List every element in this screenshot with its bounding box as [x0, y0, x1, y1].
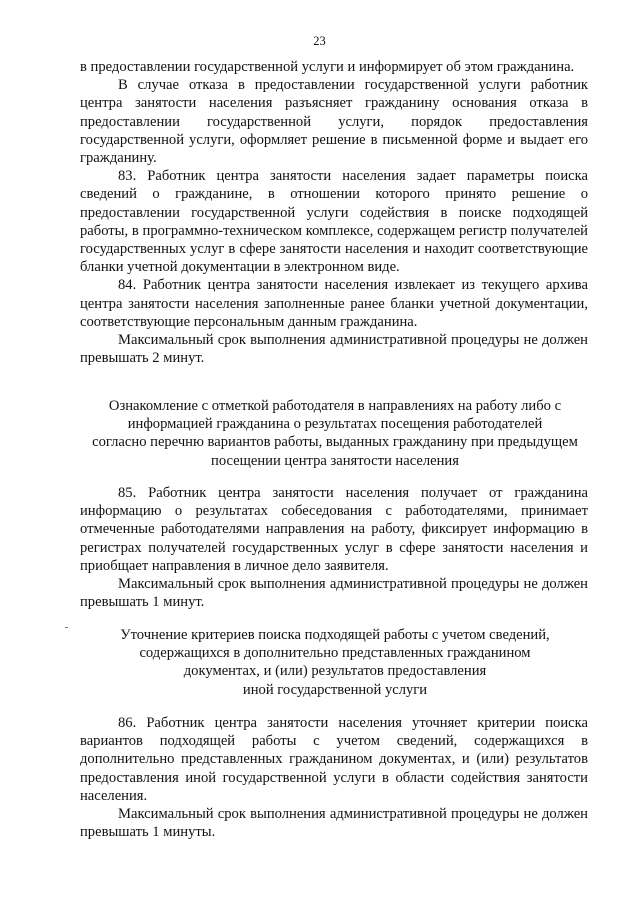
heading-line: документах, и (или) результатов предоставления [183, 663, 487, 680]
paragraph-refusal: В случае отказа в предоставлении государственной услуги работник центра занятости населения разъясняет гражданину основания отказа в предоставлении государственной услуги, порядок предоставления государственной услуги, оформляет решение в письменной форме и выдает его гражданину. [80, 77, 588, 167]
paragraph-max-time-1: Максимальный срок выполнения административной процедуры не должен превышать 2 минут. [80, 332, 588, 367]
heading-line: Уточнение критериев поиска подходящей работы с учетом сведений, [120, 627, 550, 643]
section-heading-1 [70, 397, 600, 470]
text-block-1 [80, 58, 588, 367]
margin-mark [65, 627, 68, 628]
paragraph-max-time-2: Максимальный срок выполнения административной процедуры не должен превышать 1 минут. [80, 576, 588, 611]
paragraph-continuation: в предоставлении государственной услуги и информирует об этом гражданина. [80, 59, 575, 75]
paragraph-max-time-3: Максимальный срок выполнения административной процедуры не должен превышать 1 минуты. [80, 806, 588, 841]
text-block-3 [80, 714, 588, 841]
heading-line: посещении центра занятости населения [211, 452, 459, 469]
heading-line: иной государственной услуги [242, 681, 428, 698]
heading-line: содержащихся в дополнительно представленных гражданином [139, 645, 531, 662]
heading-line: информацией гражданина о результатах посещения работодателей [127, 416, 543, 433]
paragraph-84: 84. Работник центра занятости населения извлекает из текущего архива центра занятости населения заполненные ранее бланки учетной документации, соответствующие персональным данным гражданина. [80, 277, 588, 330]
page-number: 23 [313, 34, 326, 48]
heading-line: Ознакомление с отметкой работодателя в направлениях на работу либо с [108, 398, 562, 414]
paragraph-85: 85. Работник центра занятости населения получает от гражданина информацию о результатах собеседования с работодателями, принимает отмеченные работодателями направления на работу, фиксирует информацию в регистрах получателей государственных услуг в сфере занятости населения и приобщает направления в личное дело заявителя. [80, 485, 588, 574]
text-block-2 [80, 484, 588, 611]
paragraph-86: 86. Работник центра занятости населения уточняет критерии поиска вариантов подходящей работы с учетом сведений, содержащихся в дополнительно представленных гражданином документах, и (или) результатов предоставления иной государственной услуги в области содействия занятости населения. [80, 715, 588, 804]
paragraph-83: 83. Работник центра занятости населения задает параметры поиска сведений о гражданине, в отношении которого принято решение о предоставлении государственной услуги содействия в поиске подходящей работы, в программно-техническом комплексе, содержащем регистр получателей государственных услуг в сфере занятости населения и находит соответствующие бланки учетной документации в электронном виде. [80, 168, 588, 276]
section-heading-2 [70, 626, 600, 699]
heading-line: согласно перечню вариантов работы, выданных гражданину при предыдущем [92, 434, 578, 451]
